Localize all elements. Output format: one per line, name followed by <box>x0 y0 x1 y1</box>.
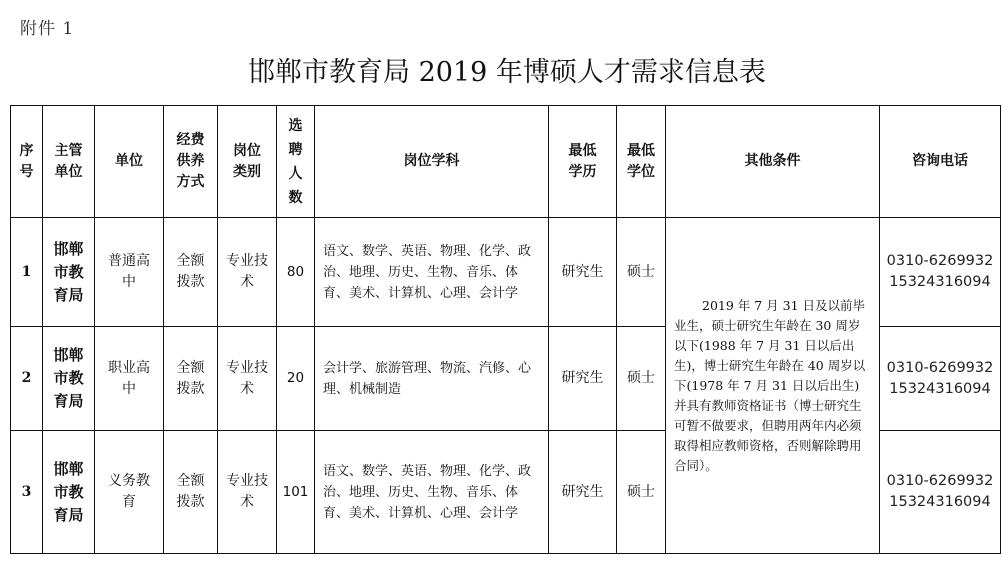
cell-subjects: 语文、数学、英语、物理、化学、政治、地理、历史、生物、音乐、体育、美术、计算机、心理、会计学 <box>315 431 549 554</box>
attachment-label: 附件 1 <box>20 19 75 39</box>
header-seq: 序 号 <box>11 106 43 218</box>
cell-seq: 3 <box>11 431 43 554</box>
cell-dept: 邯郸 市教 育局 <box>43 327 95 431</box>
cell-min-degree: 硕士 <box>617 431 666 554</box>
cell-funding: 全额 拨款 <box>164 327 218 431</box>
cell-min-education: 研究生 <box>549 218 617 327</box>
cell-category: 专业技 术 <box>218 431 277 554</box>
header-other-conditions: 其他条件 <box>666 106 880 218</box>
cell-phone: 0310-6269932 15324316094 <box>880 218 1001 327</box>
header-min-education: 最低 学历 <box>549 106 617 218</box>
cell-phone: 0310-6269932 15324316094 <box>880 431 1001 554</box>
header-category: 岗位 类别 <box>218 106 277 218</box>
header-min-degree: 最低 学位 <box>617 106 666 218</box>
talent-demand-table <box>10 105 1001 554</box>
cell-category: 专业技 术 <box>218 218 277 327</box>
cell-unit: 普通高 中 <box>95 218 164 327</box>
cell-funding: 全额 拨款 <box>164 431 218 554</box>
cell-unit: 职业高 中 <box>95 327 164 431</box>
header-phone: 咨询电话 <box>880 106 1001 218</box>
header-subjects: 岗位学科 <box>315 106 549 218</box>
table-row <box>11 218 1001 327</box>
cell-count: 101 <box>277 431 315 554</box>
header-count: 选 聘 人 数 <box>277 106 315 218</box>
header-dept: 主管 单位 <box>43 106 95 218</box>
cell-min-education: 研究生 <box>549 327 617 431</box>
cell-subjects: 会计学、旅游管理、物流、汽修、心理、机械制造 <box>315 327 549 431</box>
cell-subjects: 语文、数学、英语、物理、化学、政治、地理、历史、生物、音乐、体育、美术、计算机、心理、会计学 <box>315 218 549 327</box>
cell-min-degree: 硕士 <box>617 327 666 431</box>
cell-seq: 1 <box>11 218 43 327</box>
cell-funding: 全额 拨款 <box>164 218 218 327</box>
cell-phone: 0310-6269932 15324316094 <box>880 327 1001 431</box>
cell-dept: 邯郸 市教 育局 <box>43 218 95 327</box>
cell-unit: 义务教 育 <box>95 431 164 554</box>
cell-category: 专业技 术 <box>218 327 277 431</box>
header-row <box>11 106 1001 218</box>
cell-min-education: 研究生 <box>549 431 617 554</box>
cell-count: 80 <box>277 218 315 327</box>
cell-other-conditions: 2019 年 7 月 31 日及以前毕业生，硕士研究生年龄在 30 周岁以下(1988 年 7 月 31 日以后出生)，博士研究生年龄在 40 周岁以下(1978 年 7 月 31 日以后出生)并具有教师资格证书（博士研究生可暂不做要求，但聘用两年内必须取得相应教师资格，否则解除聘用合同）。 <box>666 218 880 554</box>
header-funding: 经费 供养 方式 <box>164 106 218 218</box>
cell-min-degree: 硕士 <box>617 218 666 327</box>
cell-count: 20 <box>277 327 315 431</box>
page-title: 邯郸市教育局 2019 年博硕人才需求信息表 <box>248 57 766 88</box>
cell-seq: 2 <box>11 327 43 431</box>
header-unit: 单位 <box>95 106 164 218</box>
cell-dept: 邯郸 市教 育局 <box>43 431 95 554</box>
